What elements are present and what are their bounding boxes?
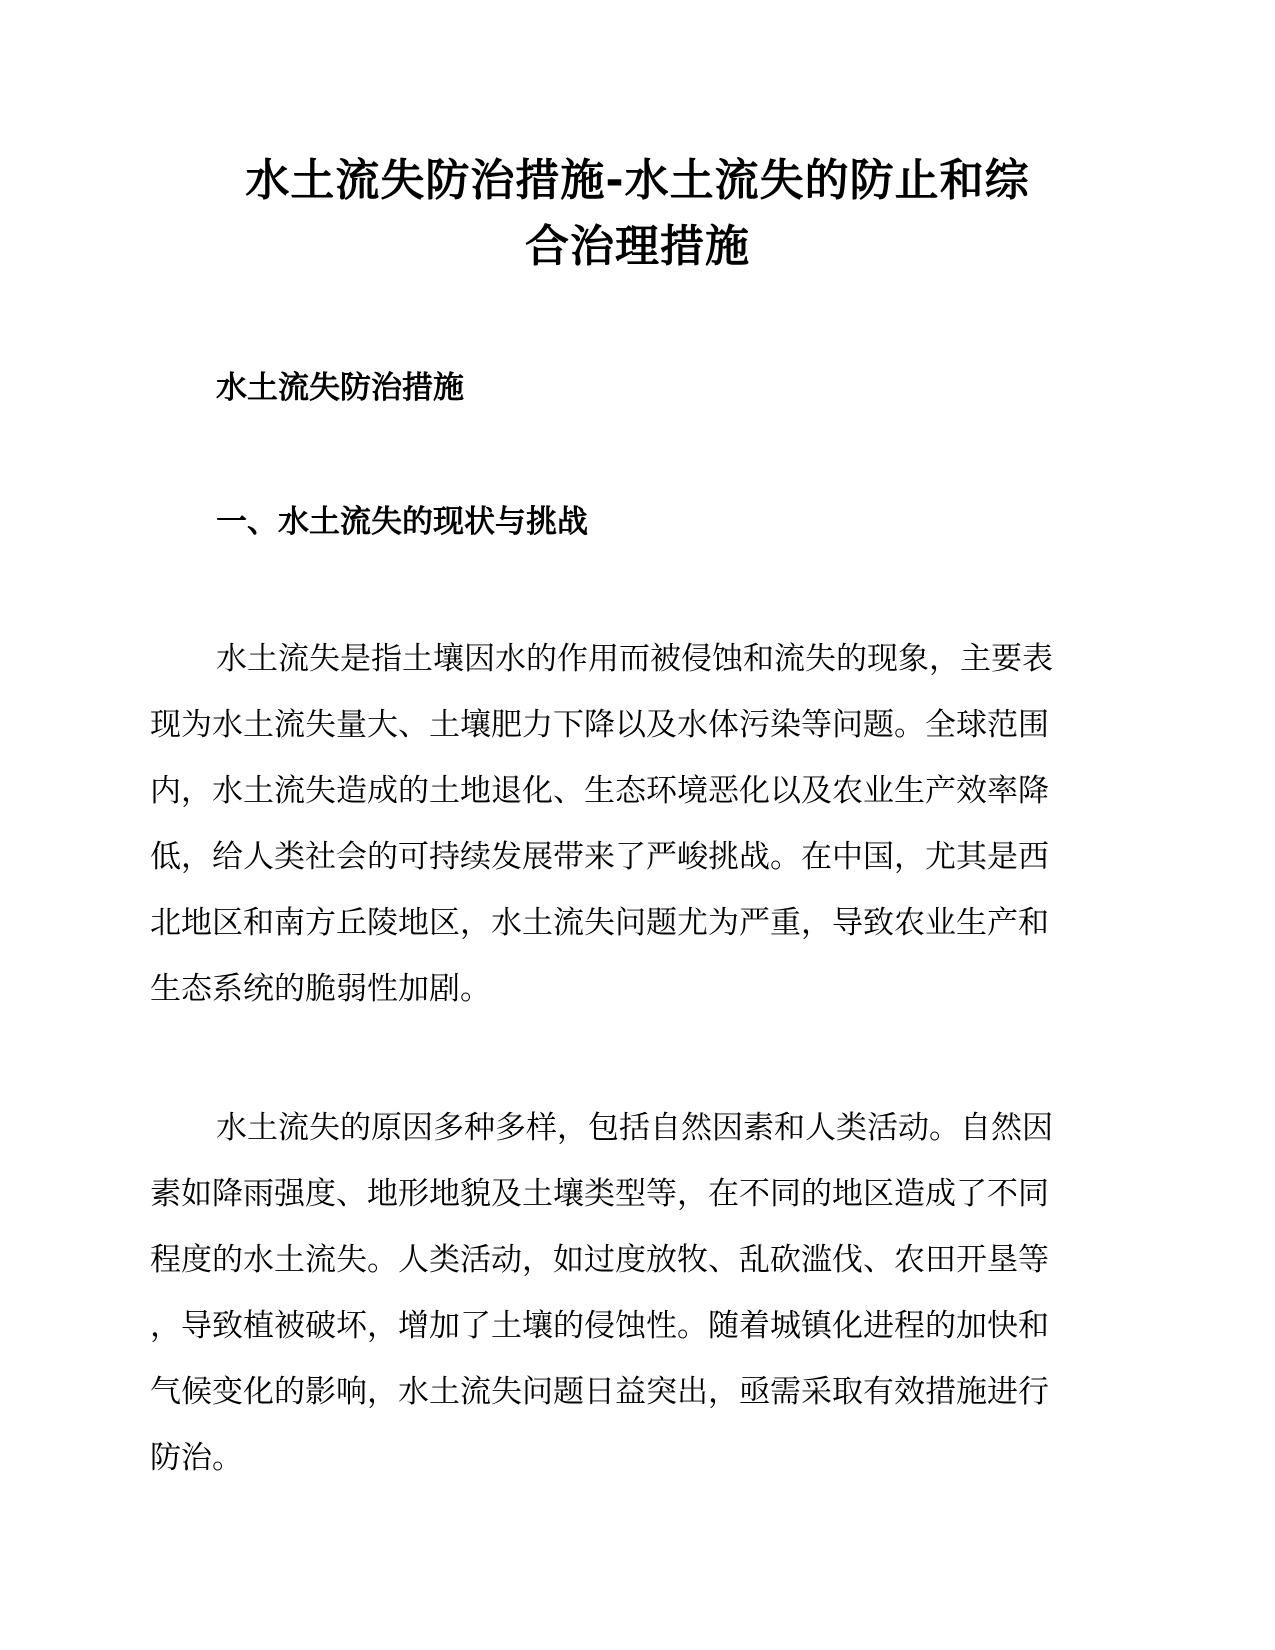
paragraph-line: 现为水土流失量大、土壤肥力下降以及水体污染等问题。全球范围: [150, 707, 1049, 743]
subsection-heading: 一、水土流失的现状与挑战: [216, 504, 588, 540]
document-title-line: 合治理措施: [525, 221, 750, 272]
document-title: [150, 148, 1125, 280]
paragraph-line: ，导致植被破坏，增加了土壤的侵蚀性。随着城镇化进程的加快和: [150, 1308, 1049, 1344]
paragraph-line: 气候变化的影响，水土流失问题日益突出，亟需采取有效措施进行: [150, 1374, 1049, 1410]
paragraph-line: 内，水土流失造成的土地退化、生态环境恶化以及农业生产效率降: [150, 773, 1049, 809]
document-title-line: 水土流失防治措施-水土流失的防止和综: [245, 155, 1030, 206]
paragraph-causes: [150, 1095, 1110, 1491]
paragraph-line: 水土流失的原因多种多样，包括自然因素和人类活动。自然因: [216, 1110, 1053, 1146]
paragraph-line: 水土流失是指土壤因水的作用而被侵蚀和流失的现象，主要表: [216, 641, 1053, 677]
paragraph-line: 素如降雨强度、地形地貌及土壤类型等，在不同的地区造成了不同: [150, 1176, 1049, 1212]
paragraph-line: 北地区和南方丘陵地区，水土流失问题尤为严重，导致农业生产和: [150, 905, 1049, 941]
paragraph-line: 生态系统的脆弱性加剧。: [150, 971, 491, 1007]
paragraph-current-status: [150, 626, 1110, 1022]
section-heading: 水土流失防治措施: [216, 370, 464, 406]
paragraph-line: 低，给人类社会的可持续发展带来了严峻挑战。在中国，尤其是西: [150, 839, 1049, 875]
paragraph-line: 防治。: [150, 1440, 243, 1476]
paragraph-line: 程度的水土流失。人类活动，如过度放牧、乱砍滥伐、农田开垦等: [150, 1242, 1049, 1278]
